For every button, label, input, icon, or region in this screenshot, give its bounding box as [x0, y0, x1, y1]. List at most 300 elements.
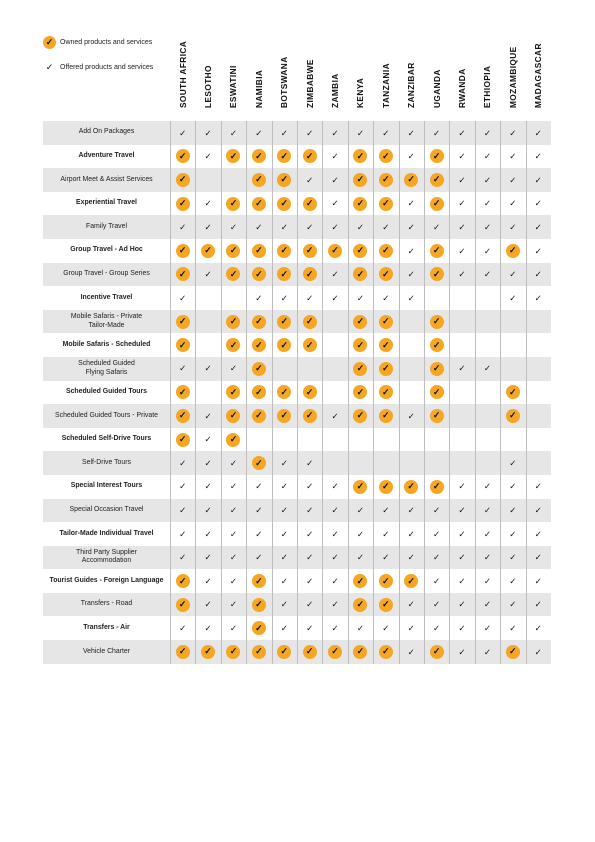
matrix-cell: [170, 121, 195, 145]
matrix-cell: [170, 215, 195, 239]
service-name: Incentive Travel: [80, 293, 133, 301]
owned-check-icon: ✓: [430, 244, 444, 258]
matrix-cell: [170, 593, 195, 617]
matrix-cell: [399, 168, 424, 192]
offered-check-icon: ✓: [255, 221, 263, 232]
matrix-cell: [373, 357, 398, 381]
offered-check-icon: ✓: [280, 221, 288, 232]
offered-check-icon: ✓: [483, 575, 491, 586]
offered-check-icon: ✓: [483, 552, 491, 563]
matrix-cell: [297, 546, 322, 570]
offered-check-icon: ✓: [255, 292, 263, 303]
owned-check-icon: ✓: [430, 149, 444, 163]
matrix-cell: [475, 145, 500, 169]
matrix-cell: [475, 168, 500, 192]
matrix-cell: [272, 451, 297, 475]
matrix-cell: [322, 168, 347, 192]
matrix-cell: [500, 263, 525, 287]
offered-check-icon: ✓: [458, 646, 466, 657]
table-row: [43, 215, 551, 239]
matrix-cell: [297, 168, 322, 192]
matrix-cell: [348, 168, 373, 192]
matrix-cell: [272, 404, 297, 428]
matrix-cell: [221, 522, 246, 546]
owned-check-icon: ✓: [353, 385, 367, 399]
owned-check-icon: ✓: [176, 409, 190, 423]
matrix-cell: [500, 121, 525, 145]
matrix-cell: [170, 569, 195, 593]
matrix-cell: [424, 145, 449, 169]
matrix-cell: [195, 310, 220, 334]
matrix-cell: [525, 616, 550, 640]
offered-check-icon: ✓: [483, 363, 491, 374]
matrix-cell: [525, 263, 550, 287]
matrix-cell: [195, 475, 220, 499]
matrix-cell: [272, 168, 297, 192]
matrix-cell: [170, 616, 195, 640]
matrix-cell: [373, 404, 398, 428]
offered-check-icon: ✓: [229, 481, 238, 492]
owned-check-icon: ✓: [226, 645, 240, 659]
matrix-cell: [297, 192, 322, 216]
matrix-cell: [195, 404, 220, 428]
service-name: Adventure Travel: [78, 152, 135, 160]
owned-check-icon: ✓: [176, 574, 190, 588]
offered-check-icon: ✓: [534, 552, 542, 563]
matrix-cell: [322, 428, 347, 452]
matrix-cell: [449, 310, 474, 334]
offered-check-icon: ✓: [229, 552, 238, 563]
owned-check-icon: ✓: [303, 149, 317, 163]
matrix-cell: [475, 593, 500, 617]
country-header: [221, 40, 246, 118]
offered-check-icon: ✓: [204, 528, 212, 539]
offered-check-icon: ✓: [483, 198, 491, 209]
matrix-cell: [424, 404, 449, 428]
owned-check-icon: ✓: [201, 244, 215, 258]
matrix-cell: [297, 310, 322, 334]
matrix-cell: [322, 263, 347, 287]
country-name: LESOTHO: [203, 65, 214, 108]
matrix-cell: [399, 451, 424, 475]
offered-check-icon: ✓: [407, 151, 415, 162]
matrix-cell: [500, 192, 525, 216]
matrix-cell: [221, 286, 246, 310]
matrix-cell: [221, 428, 246, 452]
matrix-cell: [246, 286, 271, 310]
service-name: Scheduled Guided Tours: [65, 388, 148, 396]
matrix-cell: [272, 381, 297, 405]
matrix-cell: [399, 499, 424, 523]
owned-check-icon: ✓: [277, 197, 291, 211]
service-name: Family Travel: [86, 222, 127, 230]
matrix-cell: [424, 121, 449, 145]
matrix-cell: [272, 333, 297, 357]
offered-check-icon: ✓: [280, 505, 288, 516]
matrix-cell: [221, 451, 246, 475]
owned-check-icon: ✓: [379, 480, 393, 494]
offered-check-icon: ✓: [509, 599, 517, 610]
matrix-cell: [195, 593, 220, 617]
offered-check-icon: ✓: [509, 552, 517, 563]
offered-check-icon: ✓: [280, 292, 288, 303]
table-row: [43, 192, 551, 216]
offered-check-icon: ✓: [458, 599, 466, 610]
offered-check-icon: ✓: [306, 221, 314, 232]
owned-check-icon: ✓: [277, 173, 291, 187]
table-row: [43, 475, 551, 499]
offered-check-icon: ✓: [407, 410, 415, 421]
service-name: Scheduled Guided Flying Safaris: [78, 360, 135, 376]
matrix-cell: [424, 546, 449, 570]
offered-check-icon: ✓: [407, 552, 415, 563]
owned-check-icon: ✓: [303, 409, 317, 423]
matrix-cell: [272, 357, 297, 381]
offered-check-icon: ✓: [509, 505, 517, 516]
matrix-cell: [475, 475, 500, 499]
matrix-cell: [348, 546, 373, 570]
matrix-cell: [399, 192, 424, 216]
matrix-cell: [221, 404, 246, 428]
offered-check-icon: ✓: [458, 552, 466, 563]
matrix-cell: [322, 616, 347, 640]
matrix-cell: [322, 475, 347, 499]
matrix-cell: [424, 593, 449, 617]
legend-owned-label: Owned products and services: [60, 39, 153, 46]
owned-check-icon: ✓: [252, 574, 266, 588]
owned-check-icon: ✓: [252, 173, 266, 187]
owned-check-icon: ✓: [379, 645, 393, 659]
legend: [43, 36, 153, 86]
offered-check-icon: ✓: [407, 198, 415, 209]
matrix-cell: [475, 522, 500, 546]
matrix-cell: [373, 286, 398, 310]
offered-check-icon: ✓: [331, 623, 339, 634]
matrix-cell: [322, 145, 347, 169]
owned-check-icon: ✓: [430, 315, 444, 329]
matrix-cell: [449, 616, 474, 640]
offered-check-icon: ✓: [229, 599, 238, 610]
offered-check-icon: ✓: [204, 481, 212, 492]
owned-check-icon: ✓: [226, 149, 240, 163]
matrix-cell: [449, 640, 474, 664]
matrix-cell: [373, 522, 398, 546]
offered-check-icon: ✓: [331, 410, 339, 421]
matrix-cell: [399, 428, 424, 452]
matrix-cell: [221, 546, 246, 570]
offered-check-icon: ✓: [204, 410, 212, 421]
offered-check-icon: ✓: [534, 269, 542, 280]
matrix-cell: [348, 192, 373, 216]
owned-check-icon: ✓: [379, 362, 393, 376]
country-header: [526, 40, 551, 118]
service-name: Tailor-Made Individual Travel: [59, 529, 154, 537]
matrix-cell: [449, 263, 474, 287]
offered-check-icon: ✓: [179, 552, 187, 563]
owned-check-icon: ✓: [430, 173, 444, 187]
matrix-cell: [373, 640, 398, 664]
table-row: [43, 522, 551, 546]
owned-check-icon: ✓: [226, 409, 240, 423]
owned-check-icon: ✓: [430, 338, 444, 352]
matrix-cell: [500, 522, 525, 546]
offered-check-icon: ✓: [255, 528, 263, 539]
offered-check-icon: ✓: [534, 528, 542, 539]
offered-check-icon: ✓: [204, 575, 212, 586]
offered-check-icon: ✓: [458, 174, 466, 185]
owned-check-icon: ✓: [506, 244, 520, 258]
matrix-cell: [525, 381, 550, 405]
owned-check-icon: ✓: [404, 480, 418, 494]
offered-check-icon: ✓: [458, 198, 466, 209]
service-name: Experiential Travel: [76, 199, 137, 207]
offered-check-icon: ✓: [229, 505, 238, 516]
offered-check-icon: ✓: [458, 127, 466, 138]
matrix-cell: [221, 616, 246, 640]
owned-check-icon: ✓: [176, 385, 190, 399]
matrix-cell: [475, 428, 500, 452]
offered-check-icon: ✓: [483, 481, 491, 492]
owned-check-icon: ✓: [379, 315, 393, 329]
matrix-cell: [348, 475, 373, 499]
matrix-cell: [500, 239, 525, 263]
matrix-cell: [322, 593, 347, 617]
country-header: [348, 40, 373, 118]
matrix-cell: [221, 640, 246, 664]
owned-check-icon: ✓: [379, 574, 393, 588]
matrix-cell: [297, 522, 322, 546]
offered-check-icon: ✓: [45, 62, 54, 72]
owned-check-icon: ✓: [303, 385, 317, 399]
matrix-cell: [424, 428, 449, 452]
matrix-cell: [424, 239, 449, 263]
matrix-cell: [195, 522, 220, 546]
matrix-cell: [424, 333, 449, 357]
matrix-cell: [221, 357, 246, 381]
offered-check-icon: ✓: [306, 528, 314, 539]
matrix-cell: [272, 286, 297, 310]
country-name: MADAGASCAR: [533, 43, 544, 108]
matrix-cell: [424, 569, 449, 593]
owned-check-icon: ✓: [226, 244, 240, 258]
matrix-cell: [399, 263, 424, 287]
offered-check-icon: ✓: [433, 599, 441, 610]
offered-check-icon: ✓: [382, 127, 390, 138]
matrix-cell: [246, 546, 271, 570]
offered-check-icon: ✓: [433, 623, 441, 634]
table-row: [43, 239, 551, 263]
owned-check-icon: ✓: [379, 267, 393, 281]
offered-check-icon: ✓: [407, 528, 415, 539]
matrix-cell: [322, 404, 347, 428]
matrix-cell: [297, 145, 322, 169]
matrix-cell: [500, 475, 525, 499]
offered-check-icon: ✓: [356, 552, 364, 563]
owned-check-icon: ✓: [353, 197, 367, 211]
matrix-cell: [297, 616, 322, 640]
offered-check-icon: ✓: [255, 481, 263, 492]
matrix-cell: [500, 333, 525, 357]
owned-check-icon: ✓: [252, 197, 266, 211]
offered-check-icon: ✓: [306, 481, 314, 492]
country-header: [449, 40, 474, 118]
matrix-cell: [221, 263, 246, 287]
country-name: ZAMBIA: [330, 73, 341, 108]
offered-check-icon: ✓: [458, 151, 466, 162]
offered-check-icon: ✓: [407, 127, 415, 138]
matrix-cell: [373, 451, 398, 475]
matrix-cell: [399, 404, 424, 428]
matrix-cell: [475, 616, 500, 640]
table-row: [43, 286, 551, 310]
matrix-cell: [272, 475, 297, 499]
matrix-cell: [500, 569, 525, 593]
matrix-cell: [297, 121, 322, 145]
matrix-cell: [475, 192, 500, 216]
offered-check-icon: ✓: [255, 505, 263, 516]
matrix-cell: [348, 239, 373, 263]
offered-check-icon: ✓: [331, 599, 339, 610]
matrix-cell: [348, 451, 373, 475]
offered-check-icon: ✓: [382, 221, 390, 232]
matrix-cell: [246, 522, 271, 546]
owned-check-icon: ✓: [404, 574, 418, 588]
offered-check-icon: ✓: [280, 481, 288, 492]
matrix-cell: [322, 357, 347, 381]
matrix-cell: [322, 499, 347, 523]
matrix-cell: [424, 451, 449, 475]
matrix-cell: [195, 239, 220, 263]
service-name: Group Travel - Group Series: [63, 270, 150, 278]
offered-check-icon: ✓: [534, 174, 542, 185]
matrix-cell: [399, 475, 424, 499]
offered-check-icon: ✓: [229, 575, 238, 586]
country-name: RWANDA: [457, 68, 468, 108]
matrix-cell: [475, 286, 500, 310]
offered-check-icon: ✓: [204, 127, 212, 138]
offered-check-icon: ✓: [407, 623, 415, 634]
matrix-cell: [475, 546, 500, 570]
owned-check-icon: ✓: [353, 645, 367, 659]
matrix-cell: [170, 428, 195, 452]
owned-check-icon: ✓: [252, 645, 266, 659]
matrix-cell: [195, 451, 220, 475]
matrix-cell: [195, 381, 220, 405]
matrix-cell: [373, 381, 398, 405]
matrix-cell: [322, 546, 347, 570]
matrix-cell: [475, 239, 500, 263]
owned-check-icon: ✓: [506, 385, 520, 399]
service-name: Mobile Safaris - Private Tailor-Made: [70, 312, 143, 329]
offered-check-icon: ✓: [509, 457, 517, 468]
matrix-cell: [525, 428, 550, 452]
matrix-cell: [246, 168, 271, 192]
owned-check-icon: ✓: [252, 338, 266, 352]
offered-check-icon: ✓: [534, 599, 542, 610]
matrix-cell: [373, 145, 398, 169]
matrix-cell: [373, 263, 398, 287]
matrix-cell: [348, 145, 373, 169]
matrix-cell: [475, 263, 500, 287]
matrix-cell: [449, 286, 474, 310]
offered-check-icon: ✓: [204, 552, 212, 563]
owned-check-icon: ✓: [201, 645, 215, 659]
offered-check-icon: ✓: [534, 623, 542, 634]
matrix-cell: [373, 499, 398, 523]
matrix-cell: [170, 310, 195, 334]
matrix-cell: [170, 522, 195, 546]
matrix-cell: [170, 404, 195, 428]
owned-check-icon: ✓: [226, 433, 240, 447]
matrix-cell: [449, 215, 474, 239]
matrix-cell: [297, 286, 322, 310]
offered-check-icon: ✓: [483, 646, 491, 657]
country-header: [170, 40, 195, 118]
offered-check-icon: ✓: [229, 528, 238, 539]
offered-check-icon: ✓: [458, 575, 466, 586]
owned-check-icon: ✓: [277, 244, 291, 258]
matrix-cell: [322, 286, 347, 310]
owned-check-icon: ✓: [353, 480, 367, 494]
matrix-cell: [195, 215, 220, 239]
matrix-cell: [500, 286, 525, 310]
matrix-cell: [322, 215, 347, 239]
offered-check-icon: ✓: [483, 505, 491, 516]
owned-check-icon: ✓: [430, 480, 444, 494]
matrix-cell: [500, 593, 525, 617]
matrix-cell: [500, 640, 525, 664]
offered-check-icon: ✓: [229, 363, 238, 374]
offered-check-icon: ✓: [280, 623, 288, 634]
matrix-cell: [475, 381, 500, 405]
matrix-cell: [272, 310, 297, 334]
matrix-cell: [348, 593, 373, 617]
matrix-cell: [221, 593, 246, 617]
country-header: [297, 40, 322, 118]
owned-check-icon: ✓: [277, 338, 291, 352]
matrix-cell: [195, 357, 220, 381]
matrix-cell: [399, 357, 424, 381]
offered-check-icon: ✓: [509, 481, 517, 492]
owned-check-icon: ✓: [430, 362, 444, 376]
offered-check-icon: ✓: [356, 505, 364, 516]
table-row: [43, 333, 551, 357]
matrix-cell: [246, 616, 271, 640]
matrix-cell: [297, 404, 322, 428]
matrix-cell: [399, 381, 424, 405]
matrix-cell: [170, 546, 195, 570]
table-row: [43, 546, 551, 570]
owned-check-icon: ✓: [43, 36, 56, 49]
matrix-cell: [195, 333, 220, 357]
owned-check-icon: ✓: [353, 574, 367, 588]
service-name: Transfers - Road: [80, 600, 133, 608]
matrix-cell: [246, 475, 271, 499]
matrix-cell: [221, 499, 246, 523]
offered-check-icon: ✓: [331, 174, 339, 185]
matrix-cell: [373, 215, 398, 239]
offered-check-icon: ✓: [433, 505, 441, 516]
matrix-cell: [449, 333, 474, 357]
owned-check-icon: ✓: [353, 598, 367, 612]
matrix-cell: [475, 215, 500, 239]
matrix-cell: [449, 121, 474, 145]
matrix-cell: [272, 145, 297, 169]
matrix-cell: [399, 310, 424, 334]
offered-check-icon: ✓: [483, 174, 491, 185]
offered-check-icon: ✓: [179, 221, 187, 232]
offered-check-icon: ✓: [229, 457, 238, 468]
